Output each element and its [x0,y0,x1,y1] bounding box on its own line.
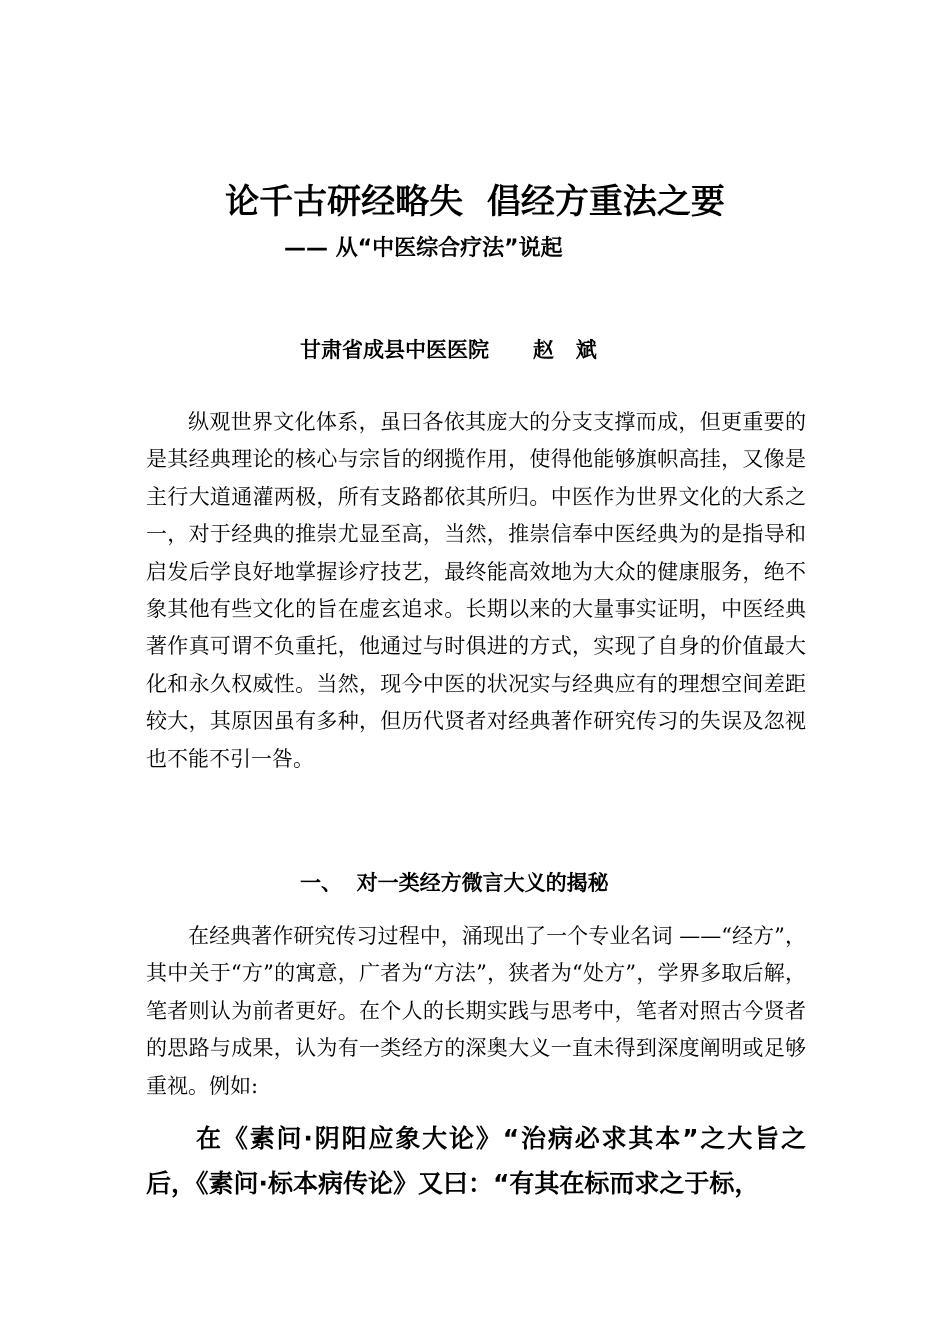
body-paragraph-2 [146,918,806,1105]
paragraph-text: 在《素问·阴阳应象大论》“治病必求其本”之大旨之后，《素问·标本病传论》又曰：“有其在标而求之于标， [146,1124,806,1198]
author-line: 甘肃省成县中医医院 赵 斌 [300,338,597,362]
document-title: 论千古研经略失 倡经方重法之要 [225,182,725,222]
body-paragraph-1 [146,404,806,778]
paragraph-text: 在经典著作研究传习过程中，涌现出了一个专业名词 ——“经方”，其中关于“方”的寓意，广者为“方法”，狭者为“处方”，学界多取后解，笔者则认为前者更好。在个人的长期实践与思考中，笔者对照古今贤者的思路与成果，认为有一类经方的深奥大义一直未得到深度阐明或足够重视。例如: [146,924,806,1098]
section-heading: 一、 对一类经方微言大义的揭秘 [300,871,609,895]
document-subtitle: —— 从“中医综合疗法”说起 [284,236,563,261]
paragraph-text: 纵观世界文化体系，虽曰各依其庞大的分支支撑而成，但更重要的是其经典理论的核心与宗旨的纲揽作用，使得他能够旗帜高挂，又像是主行大道通灌两极，所有支路都依其所归。中医作为世界文化的大系之一，对于经典的推崇尤显至高，当然，推崇信奉中医经典为的是指导和启发后学良好地掌握诊疗技艺，最终能高效地为大众的健康服务，绝不象其他有些文化的旨在虚玄追求。长期以来的大量事实证明，中医经典著作真可谓不负重托，他通过与时俱进的方式，实现了自身的价值最大化和永久权威性。当然，现今中医的状况实与经典应有的理想空间差距较大，其原因虽有多种，但历代贤者对经典著作研究传习的失误及忽视也不能不引一咎。 [146,410,806,771]
body-paragraph-3 [146,1116,806,1206]
